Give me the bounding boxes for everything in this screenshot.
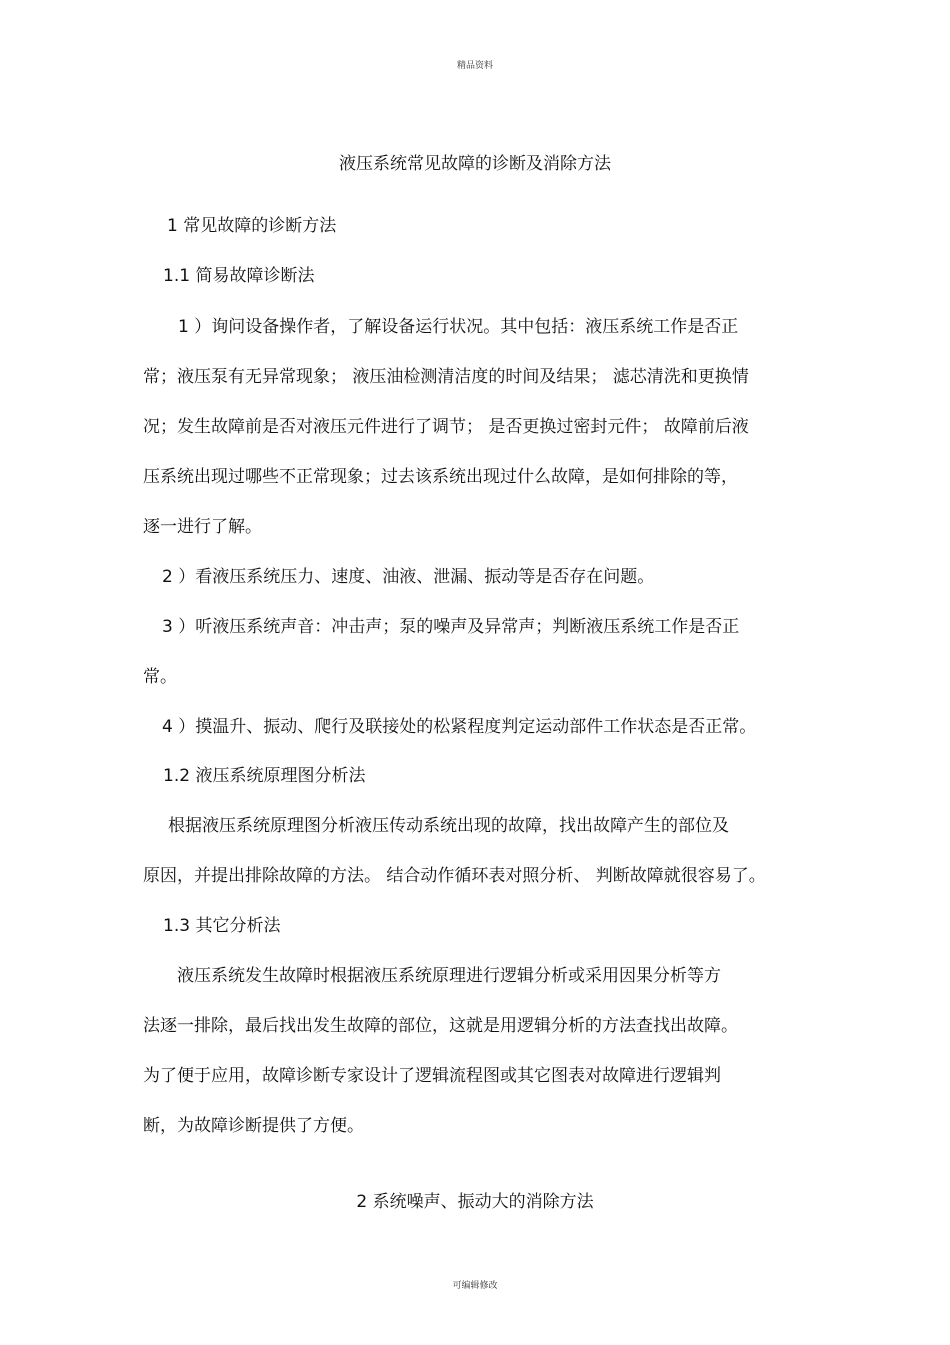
paragraph-4: 4 ）摸温升、振动、爬行及联接处的松紧程度判定运动部件工作状态是否正常。	[162, 717, 757, 737]
paragraph-6-line-1: 液压系统发生故障时根据液压系统原理进行逻辑分析或采用因果分析等方	[177, 966, 721, 986]
paragraph-3-line-2: 常。	[143, 667, 177, 687]
paragraph-6-line-3: 为了便于应用，故障诊断专家设计了逻辑流程图或其它图表对故障进行逻辑判	[143, 1066, 721, 1086]
paragraph-6-line-4: 断，为故障诊断提供了方便。	[143, 1116, 364, 1136]
subsection-1-2-heading: 1.2 液压系统原理图分析法	[163, 766, 366, 786]
subsection-1-1-heading: 1.1 简易故障诊断法	[163, 266, 315, 286]
page-header-note: 精品资料	[456, 61, 493, 71]
section-1-heading: 1 常见故障的诊断方法	[167, 216, 337, 236]
paragraph-1-line-4: 压系统出现过哪些不正常现象；过去该系统出现过什么故障，是如何排除的等，	[143, 467, 738, 487]
page-footer-note: 可编辑修改	[452, 1281, 498, 1291]
paragraph-1-line-1: 1 ）询问设备操作者，了解设备运行状况。其中包括：液压系统工作是否正	[178, 317, 739, 337]
paragraph-1-line-5: 逐一进行了解。	[143, 517, 262, 537]
paragraph-6-line-2: 法逐一排除，最后找出发生故障的部位，这就是用逻辑分析的方法查找出故障。	[143, 1016, 738, 1036]
paragraph-5-line-1: 根据液压系统原理图分析液压传动系统出现的故障，找出故障产生的部位及	[168, 816, 729, 836]
paragraph-1-line-3: 况；发生故障前是否对液压元件进行了调节； 是否更换过密封元件； 故障前后液	[143, 417, 749, 437]
paragraph-2: 2 ）看液压系统压力、速度、油液、泄漏、振动等是否存在问题。	[162, 567, 655, 587]
paragraph-1-line-2: 常；液压泵有无异常现象； 液压油检测清洁度的时间及结果； 滤芯清洗和更换情	[143, 367, 749, 387]
subsection-1-3-heading: 1.3 其它分析法	[163, 916, 281, 936]
section-2-heading: 2 系统噪声、振动大的消除方法	[356, 1192, 594, 1212]
document-title: 液压系统常见故障的诊断及消除方法	[339, 154, 611, 174]
paragraph-3-line-1: 3 ）听液压系统声音：冲击声；泵的噪声及异常声；判断液压系统工作是否正	[162, 617, 740, 637]
paragraph-5-line-2: 原因，并提出排除故障的方法。 结合动作循环表对照分析、 判断故障就很容易了。	[143, 866, 766, 886]
